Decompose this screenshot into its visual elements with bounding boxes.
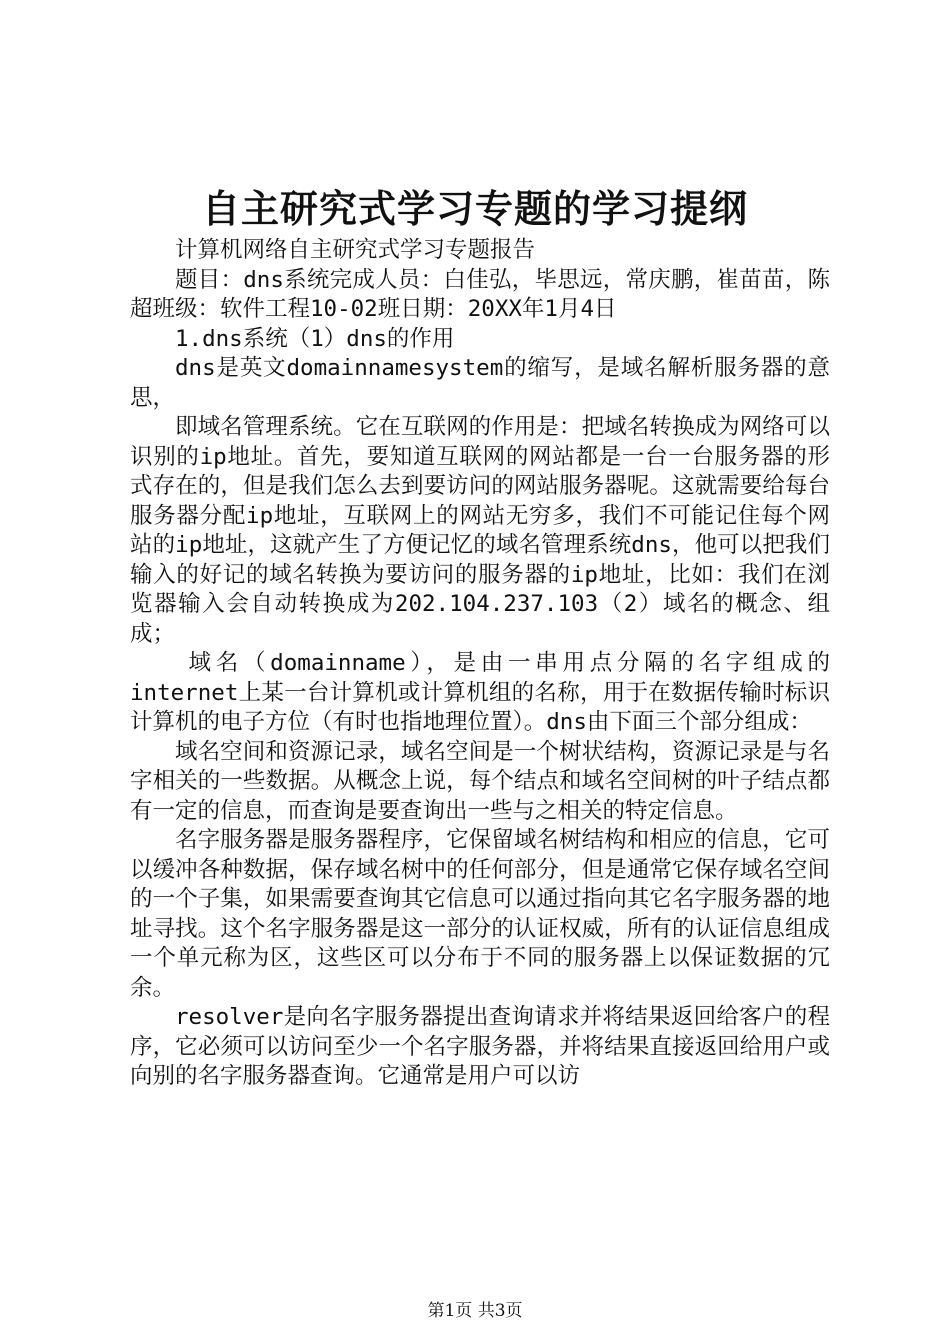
body-paragraph: 域名（domainname），是由一串用点分隔的名字组成的internet上某一台计算机或计算机组的名称，用于在数据传输时标识计算机的电子方位（有时也指地理位置）。dns由下面三个部分组成： [130,650,830,735]
body-paragraph: 即域名管理系统。它在互联网的作用是：把域名转换成为网络可以识别的ip地址。首先，要知道互联网的网站都是一台一台服务器的形式存在的，但是我们怎么去到要访问的网站服务器呢。这就需要给每台服务器分配ip地址，互联网上的网站无穷多，我们不可能记住每个网站的ip地址，这就产生了方便记忆的域名管理系统dns，他可以把我们输入的好记的域名转换为要访问的服务器的ip地址，比如：我们在浏览器输入会自动转换成为202.104.237.103（2）域名的概念、组成； [130,414,830,647]
body-paragraph: dns是英文domainnamesystem的缩写，是域名解析服务器的意思， [130,355,830,411]
document-body [130,236,830,1092]
document-title: 自主研究式学习专题的学习提纲 [201,186,748,231]
report-subtitle: 计算机网络自主研究式学习专题报告 [175,237,536,263]
body-paragraph: 名字服务器是服务器程序，它保留域名树结构和相应的信息，它可以缓冲各种数据，保存域名树中的任何部分，但是通常它保存域名空间的一个子集，如果需要查询其它信息可以通过指向其它名字服务器的地址寻找。这个名字服务器是这一部分的认证权威，所有的认证信息组成一个单元称为区，这些区可以分布于不同的服务器上以保证数据的冗余。 [130,827,830,1001]
page-footer: 第1页 共3页 [427,1301,523,1321]
report-meta-paragraph: 题目：dns系统完成人员：白佳弘，毕思远，常庆鹏，崔苗苗，陈超班级：软件工程10-02班日期：20XX年1月4日 [130,266,830,322]
body-paragraph: 域名空间和资源记录，域名空间是一个树状结构，资源记录是与名字相关的一些数据。从概念上说，每个结点和域名空间树的叶子结点都有一定的信息，而查询是要查询出一些与之相关的特定信息。 [130,738,830,824]
body-paragraph: resolver是向名字服务器提出查询请求并将结果返回给客户的程序，它必须可以访问至少一个名字服务器，并将结果直接返回给用户或向别的名字服务器查询。它通常是用户可以访 [130,1004,830,1089]
section-heading: 1.dns系统（1）dns的作用 [175,325,455,352]
